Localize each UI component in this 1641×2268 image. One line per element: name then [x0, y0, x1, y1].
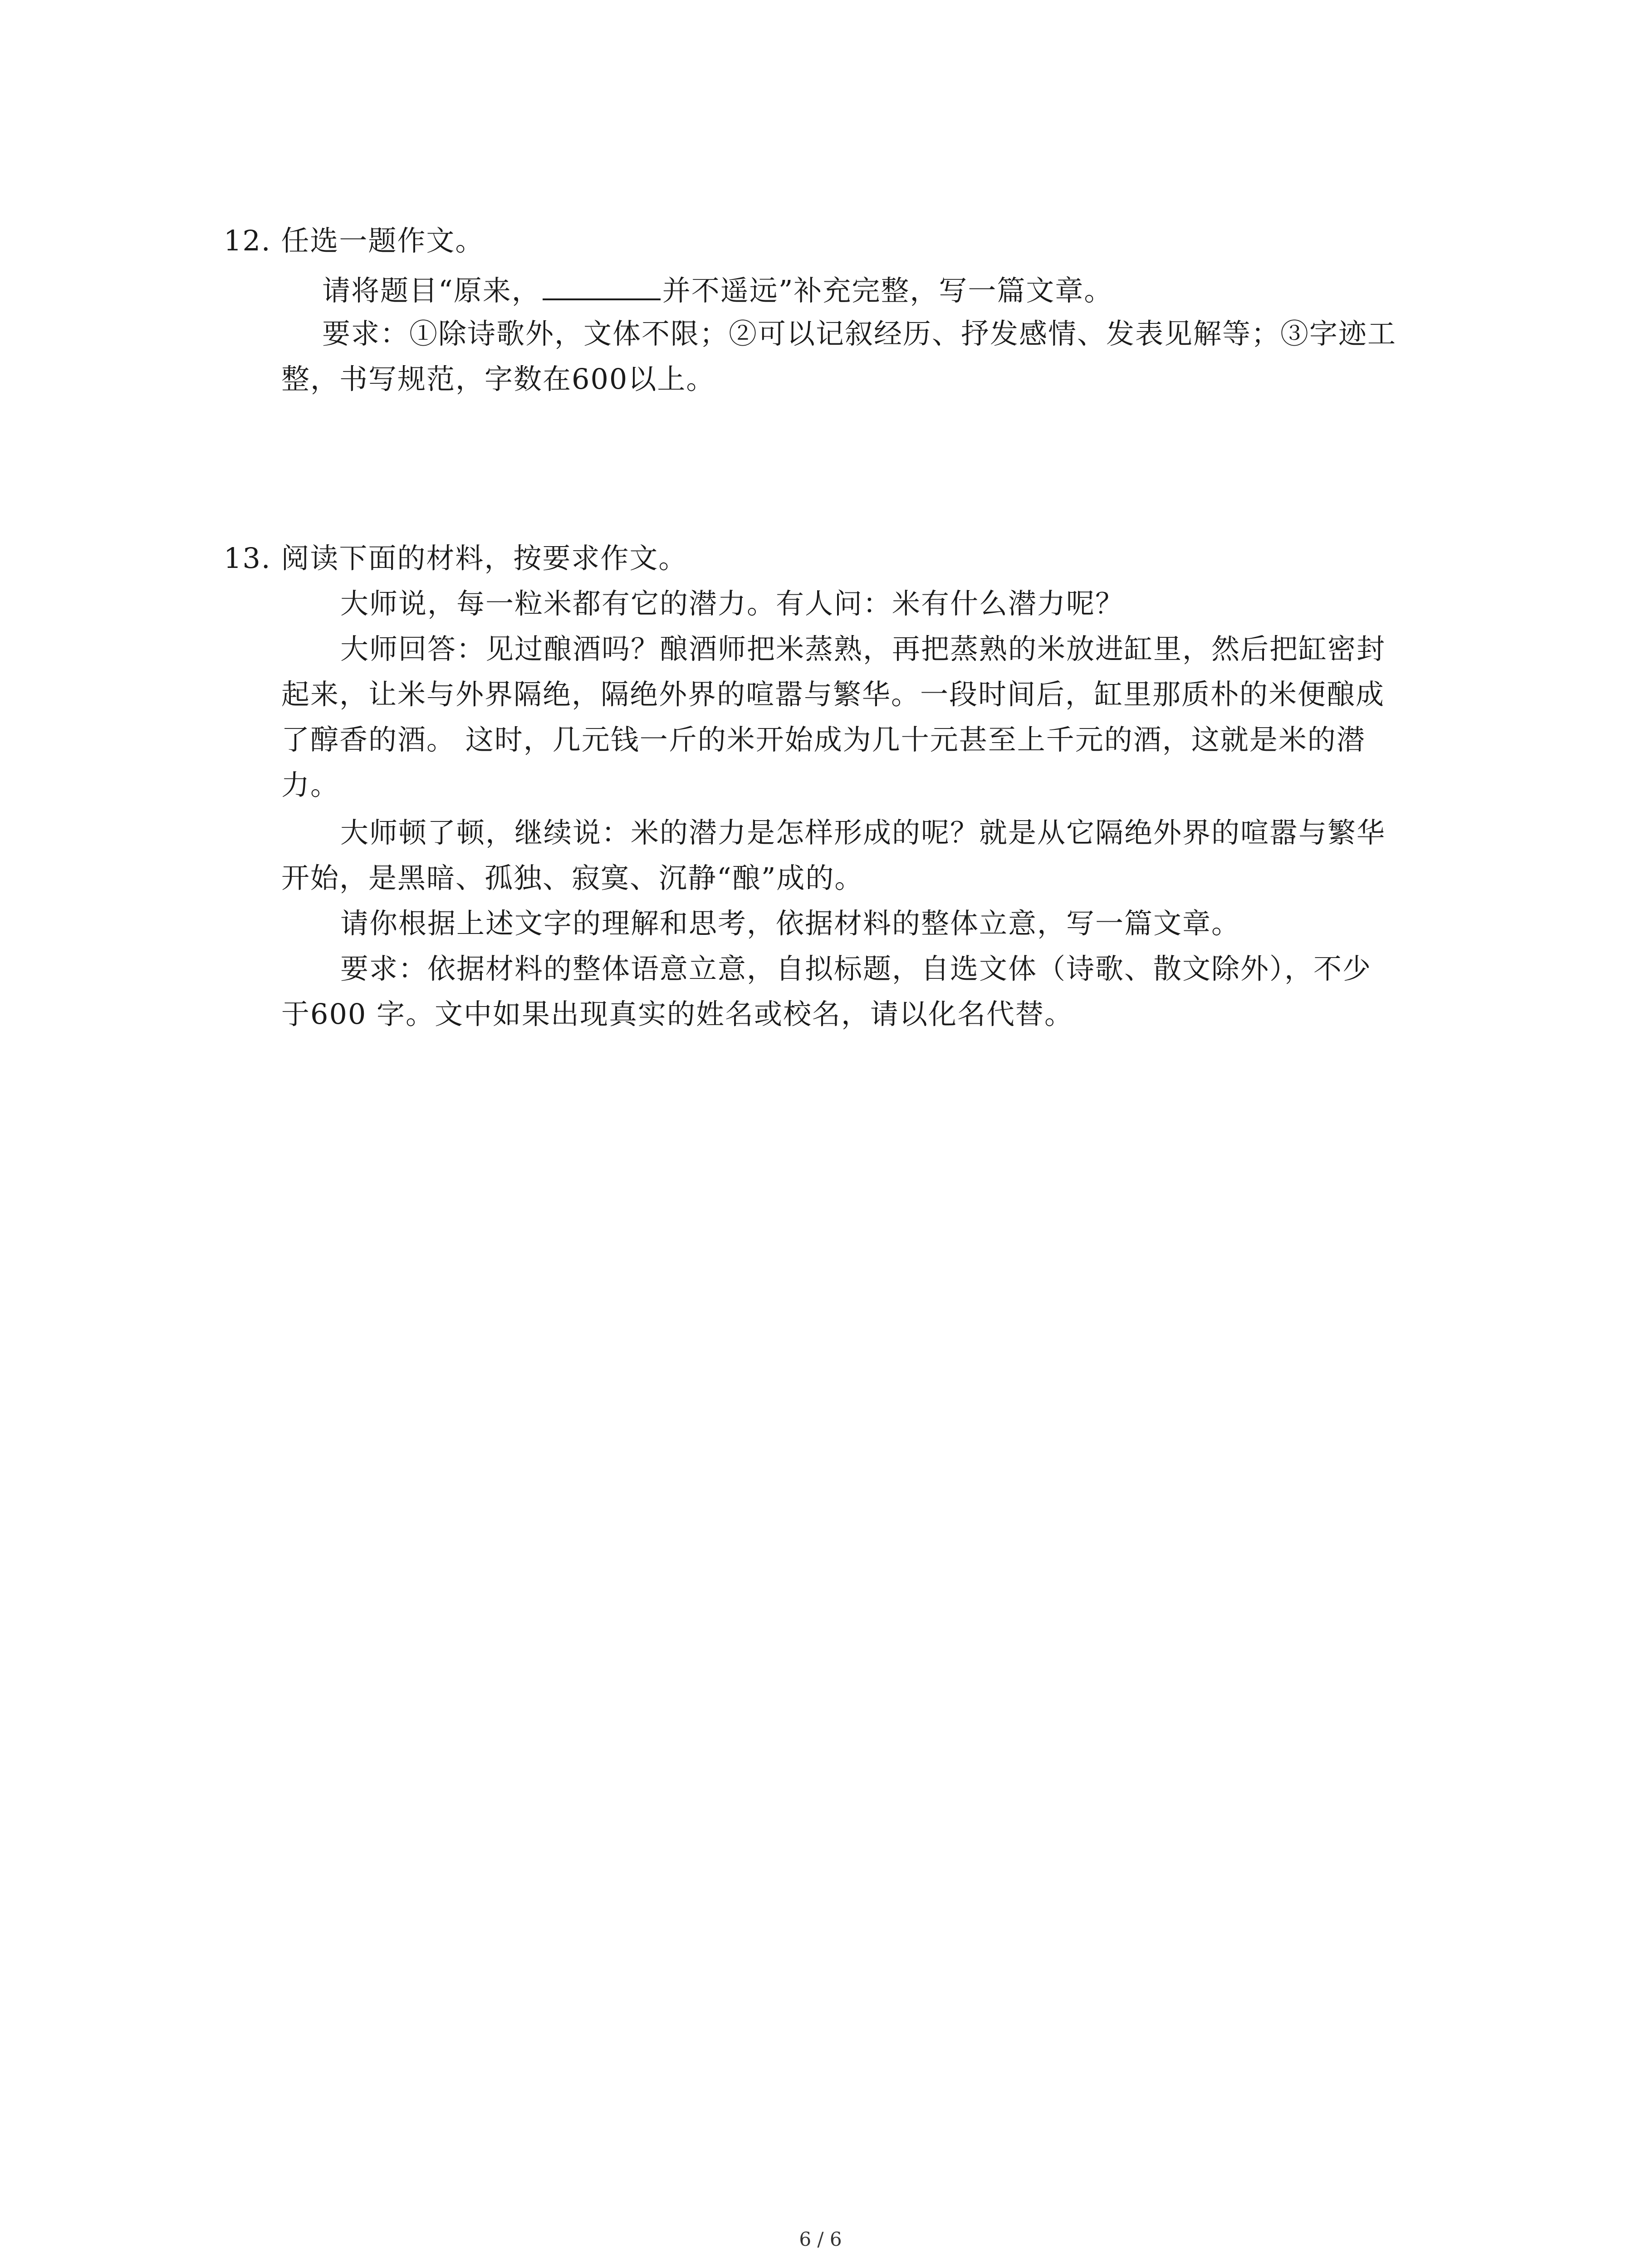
- question-13-number: 13.: [224, 542, 271, 575]
- question-12-title: 任选一题作文。: [281, 224, 485, 257]
- question-12-requirement-line-1: 要求：①除诗歌外，文体不限；②可以记叙经历、抒发感情、发表见解等；③字迹工: [322, 317, 1397, 350]
- material-paragraph-2-line-2: 起来，让米与外界隔绝，隔绝外界的喧嚣与繁华。一段时间后，缸里那质朴的米便酿成: [281, 678, 1385, 711]
- material-paragraph-2-line-3: 了醇香的酒。 这时，几元钱一斤的米开始成为几十元甚至上千元的酒，这就是米的潜: [281, 723, 1366, 756]
- question-12-prompt: [322, 272, 1113, 305]
- question-13-requirement-line-2: 于600 字。文中如果出现真实的姓名或校名，请以化名代替。: [281, 997, 1074, 1031]
- question-13-title-line: [224, 542, 688, 575]
- material-paragraph-2-line-1: 大师回答：见过酿酒吗？酿酒师把米蒸熟，再把蒸熟的米放进缸里，然后把缸密封: [340, 632, 1386, 665]
- material-paragraph-2-line-4: 力。: [281, 768, 340, 802]
- question-13-title: 阅读下面的材料，按要求作文。: [281, 542, 688, 575]
- material-paragraph-3-line-2: 开始，是黑暗、孤独、寂寞、沉静“酿”成的。: [281, 861, 864, 894]
- question-13-requirement-line-1: 要求：依据材料的整体语意立意，自拟标题，自选文体（诗歌、散文除外），不少: [340, 952, 1372, 985]
- fill-in-blank: [543, 272, 661, 300]
- page-number: 6 / 6: [799, 2228, 842, 2250]
- question-12-requirement-line-2: 整，书写规范，字数在600以上。: [281, 362, 715, 396]
- material-paragraph-1: 大师说，每一粒米都有它的潜力。有人问：米有什么潜力呢？: [340, 587, 1125, 620]
- material-paragraph-3-line-1: 大师顿了顿，继续说：米的潜力是怎样形成的呢？就是从它隔绝外界的喧嚣与繁华: [340, 816, 1386, 849]
- question-13-instruction: 请你根据上述文字的理解和思考，依据材料的整体立意，写一篇文章。: [340, 907, 1241, 940]
- question-12-prompt-after: 并不遥远”补充完整，写一篇文章。: [662, 274, 1113, 307]
- question-12-title-line: [224, 224, 485, 257]
- question-12-number: 12.: [224, 224, 271, 257]
- question-12-prompt-before: 请将题目“原来，: [322, 274, 541, 307]
